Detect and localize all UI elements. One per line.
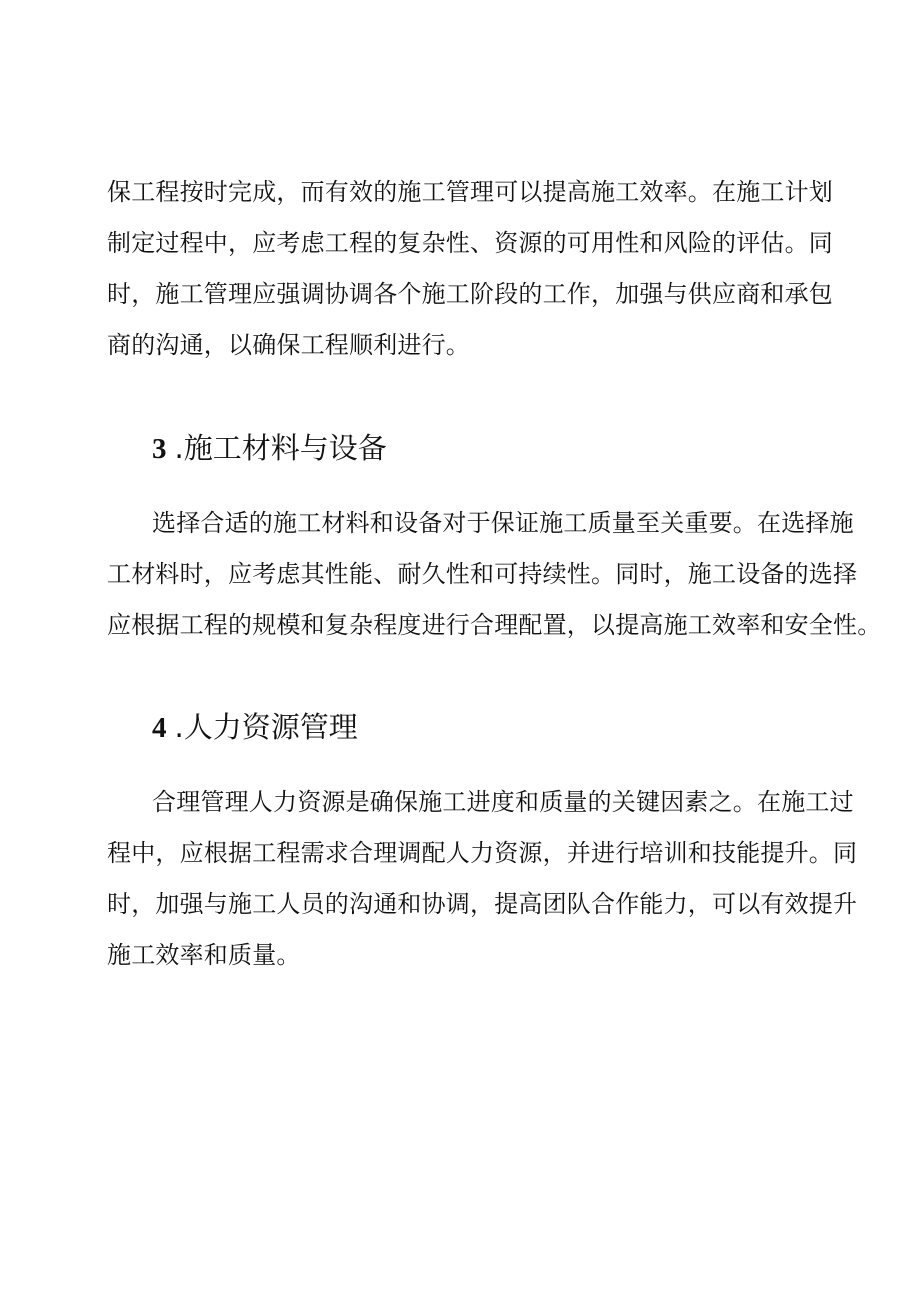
text-line: 时，施工管理应强调协调各个施工阶段的工作，加强与供应商和承包 <box>107 280 833 308</box>
paragraph-construction-management <box>107 167 833 371</box>
section-heading-human-resources <box>152 707 358 748</box>
text-line: 商的沟通，以确保工程顺利进行。 <box>107 331 470 359</box>
section-title: .人力资源管理 <box>174 710 358 744</box>
section-heading-materials <box>152 428 387 469</box>
section-title: .施工材料与设备 <box>174 431 387 465</box>
text-line: 选择合适的施工材料和设备对于保证施工质量至关重要。在选择施 <box>152 509 854 537</box>
text-line: 应根据工程的规模和复杂程度进行合理配置，以提高施工效率和安全性。 <box>107 611 882 639</box>
text-line: 时，加强与施工人员的沟通和协调，提高团队合作能力，可以有效提升 <box>107 890 858 918</box>
text-line: 施工效率和质量。 <box>107 941 301 969</box>
text-line: 保工程按时完成，而有效的施工管理可以提高施工效率。在施工计划 <box>107 178 833 206</box>
paragraph-human-resources <box>107 777 858 981</box>
text-line: 合理管理人力资源是确保施工进度和质量的关键因素之。在施工过 <box>152 788 854 816</box>
section-number: 3 <box>152 433 167 465</box>
paragraph-materials-equipment <box>107 498 882 651</box>
text-line: 制定过程中，应考虑工程的复杂性、资源的可用性和风险的评估。同 <box>107 229 833 257</box>
section-number: 4 <box>152 712 167 744</box>
text-line: 程中，应根据工程需求合理调配人力资源，并进行培训和技能提升。同 <box>107 839 858 867</box>
text-line: 工材料时，应考虑其性能、耐久性和可持续性。同时，施工设备的选择 <box>107 560 858 588</box>
